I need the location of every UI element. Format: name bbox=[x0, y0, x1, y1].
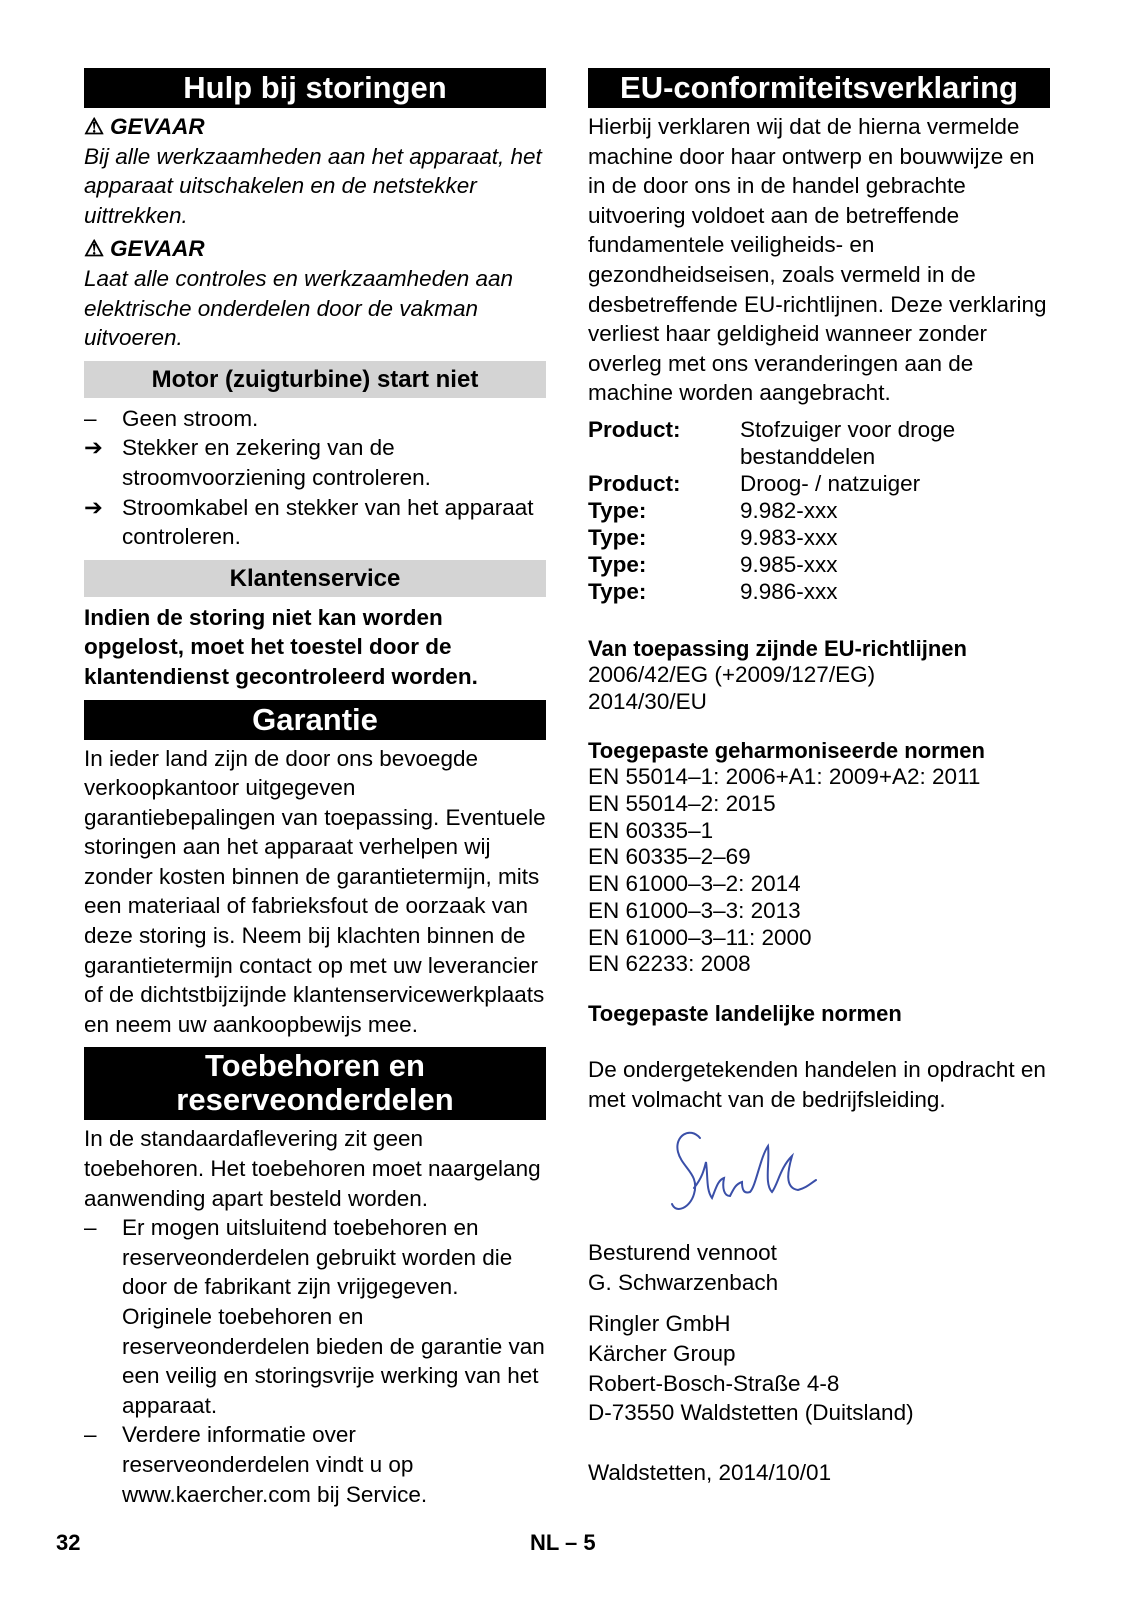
signer-role: Besturend vennoot bbox=[588, 1240, 777, 1266]
right-column bbox=[588, 68, 1050, 1487]
accessories-list bbox=[84, 1213, 546, 1509]
directives-list: 2006/42/EG (+2009/127/EG) 2014/30/EU bbox=[588, 661, 876, 714]
dash-marker: – bbox=[84, 405, 97, 431]
company-address: Ringler GmbH Kärcher Group Robert-Bosch-Straße 4-8 D-73550 Waldstetten (Duitsland) bbox=[588, 1311, 914, 1426]
warning-title: GEVAAR bbox=[110, 236, 205, 262]
section-heading-warranty: Garantie bbox=[84, 700, 546, 740]
list-item: ➔ Stekker en zekering van de stroomvoorziening controleren. bbox=[84, 435, 431, 490]
signer-name: G. Schwarzenbach bbox=[588, 1269, 779, 1295]
product-spec-table bbox=[588, 416, 1050, 605]
warning-text: Laat alle controles en werkzaamheden aan elektrische onderdelen door de vakman uitvoeren. bbox=[84, 265, 514, 351]
warning-triangle-icon: ⚠ bbox=[84, 236, 105, 262]
warranty-text: In ieder land zijn de door ons bevoegde verkoopkantoor uitgegeven garantiebepalingen van toepassing. Eventuele storingen aan het apparaat verhelpen wij zonder kosten binnen de garantietermijn, mits een materiaal of fabrieksfout de oorzaak van deze storing is. Neem bij klachten binnen de garantietermijn contact op met uw leverancier of de dichtstbijzijnde klantenservicewerkplaats en neem uw aankoopbewijs mee. bbox=[84, 745, 546, 1037]
arrow-right-icon: ➔ bbox=[84, 494, 103, 520]
conformity-intro: Hierbij verklaren wij dat de hierna vermelde machine door haar ontwerp en bouwwijze en in de door ons in de handel gebrachte uitvoering voldoet aan de betreffende fundamentele veiligheids- en gezondheidseisen, zoals vermeld in de desbetreffende EU-richtlijnen. Deze verklaring verliest haar geldigheid wanneer zonder overleg met ons veranderingen aan de machine worden aangebracht. bbox=[588, 114, 1047, 406]
spec-row: Product: Droog- / natzuiger bbox=[588, 470, 921, 496]
signer-block bbox=[588, 1238, 1050, 1297]
directives-heading: Van toepassing zijnde EU-richtlijnen bbox=[588, 635, 967, 661]
accessories-text: In de standaardaflevering zit geen toebehoren. Het toebehoren moet naargelang aanwending apart besteld worden. bbox=[84, 1126, 541, 1211]
customer-service-text: Indien de storing niet kan worden opgelost, moet het toestel door de klantendienst gecontroleerd worden. bbox=[84, 604, 478, 689]
warning-block bbox=[84, 112, 546, 230]
subheading-motor: Motor (zuigturbine) start niet bbox=[84, 361, 546, 398]
signature-scribble bbox=[660, 1118, 860, 1228]
warning-text: Bij alle werkzaamheden aan het apparaat, het apparaat uitschakelen en de netstekker uittrekken. bbox=[84, 143, 542, 228]
spec-row: Type: 9.983-xxx bbox=[588, 524, 838, 550]
warning-block bbox=[84, 234, 546, 352]
norms-list: EN 55014–1: 2006+A1: 2009+A2: 2011 EN 55014–2: 2015 EN 60335–1 EN 60335–2–69 EN 61000–3–2: 2014 EN 61000–3–3: 2013 EN 61000–3–11: 2000 EN 62233: 2008 bbox=[588, 764, 981, 977]
spec-row: Type: 9.986-xxx bbox=[588, 578, 838, 604]
list-item: – Er mogen uitsluitend toebehoren en reserveonderdelen gebruikt worden die door de fabrikant zijn vrijgegeven. Originele toebehoren en reserveonderdelen bieden de garantie van een veilig en storingsvrije werking van het apparaat. bbox=[84, 1215, 545, 1418]
norms-heading: Toegepaste geharmoniseerde normen bbox=[588, 738, 985, 764]
section-heading-troubleshooting: Hulp bij storingen bbox=[84, 68, 546, 108]
arrow-right-icon: ➔ bbox=[84, 435, 103, 461]
subheading-customer-service: Klantenservice bbox=[84, 560, 546, 597]
national-norms-heading: Toegepaste landelijke normen bbox=[588, 1000, 902, 1026]
section-heading-eu-conformity: EU-conformiteitsverklaring bbox=[588, 68, 1050, 108]
left-column bbox=[84, 68, 546, 1509]
section-heading-accessories: Toebehoren en reserveonderdelen bbox=[84, 1047, 546, 1120]
warning-triangle-icon: ⚠ bbox=[84, 114, 105, 139]
page-number: 32 bbox=[56, 1530, 81, 1555]
signers-text: De ondergetekenden handelen in opdracht en met volmacht van de bedrijfsleiding. bbox=[588, 1056, 1046, 1112]
place-date: Waldstetten, 2014/10/01 bbox=[588, 1459, 832, 1485]
dash-marker: – bbox=[84, 1422, 97, 1448]
list-item: – Verdere informatie over reserveonderdelen vindt u op www.kaercher.com bij Service. bbox=[84, 1422, 428, 1507]
list-item: ➔ Stroomkabel en stekker van het apparaat controleren. bbox=[84, 494, 534, 550]
section-page-label: NL – 5 bbox=[530, 1530, 596, 1555]
motor-checklist bbox=[84, 404, 546, 552]
warning-title: GEVAAR bbox=[110, 114, 205, 139]
spec-row: Type: 9.985-xxx bbox=[588, 551, 838, 577]
signature bbox=[588, 1114, 1050, 1232]
dash-marker: – bbox=[84, 1215, 97, 1241]
list-item: – Geen stroom. bbox=[84, 404, 546, 434]
spec-row: Product: Stofzuiger voor droge bestanddelen bbox=[588, 416, 956, 469]
spec-row: Type: 9.982-xxx bbox=[588, 497, 838, 523]
